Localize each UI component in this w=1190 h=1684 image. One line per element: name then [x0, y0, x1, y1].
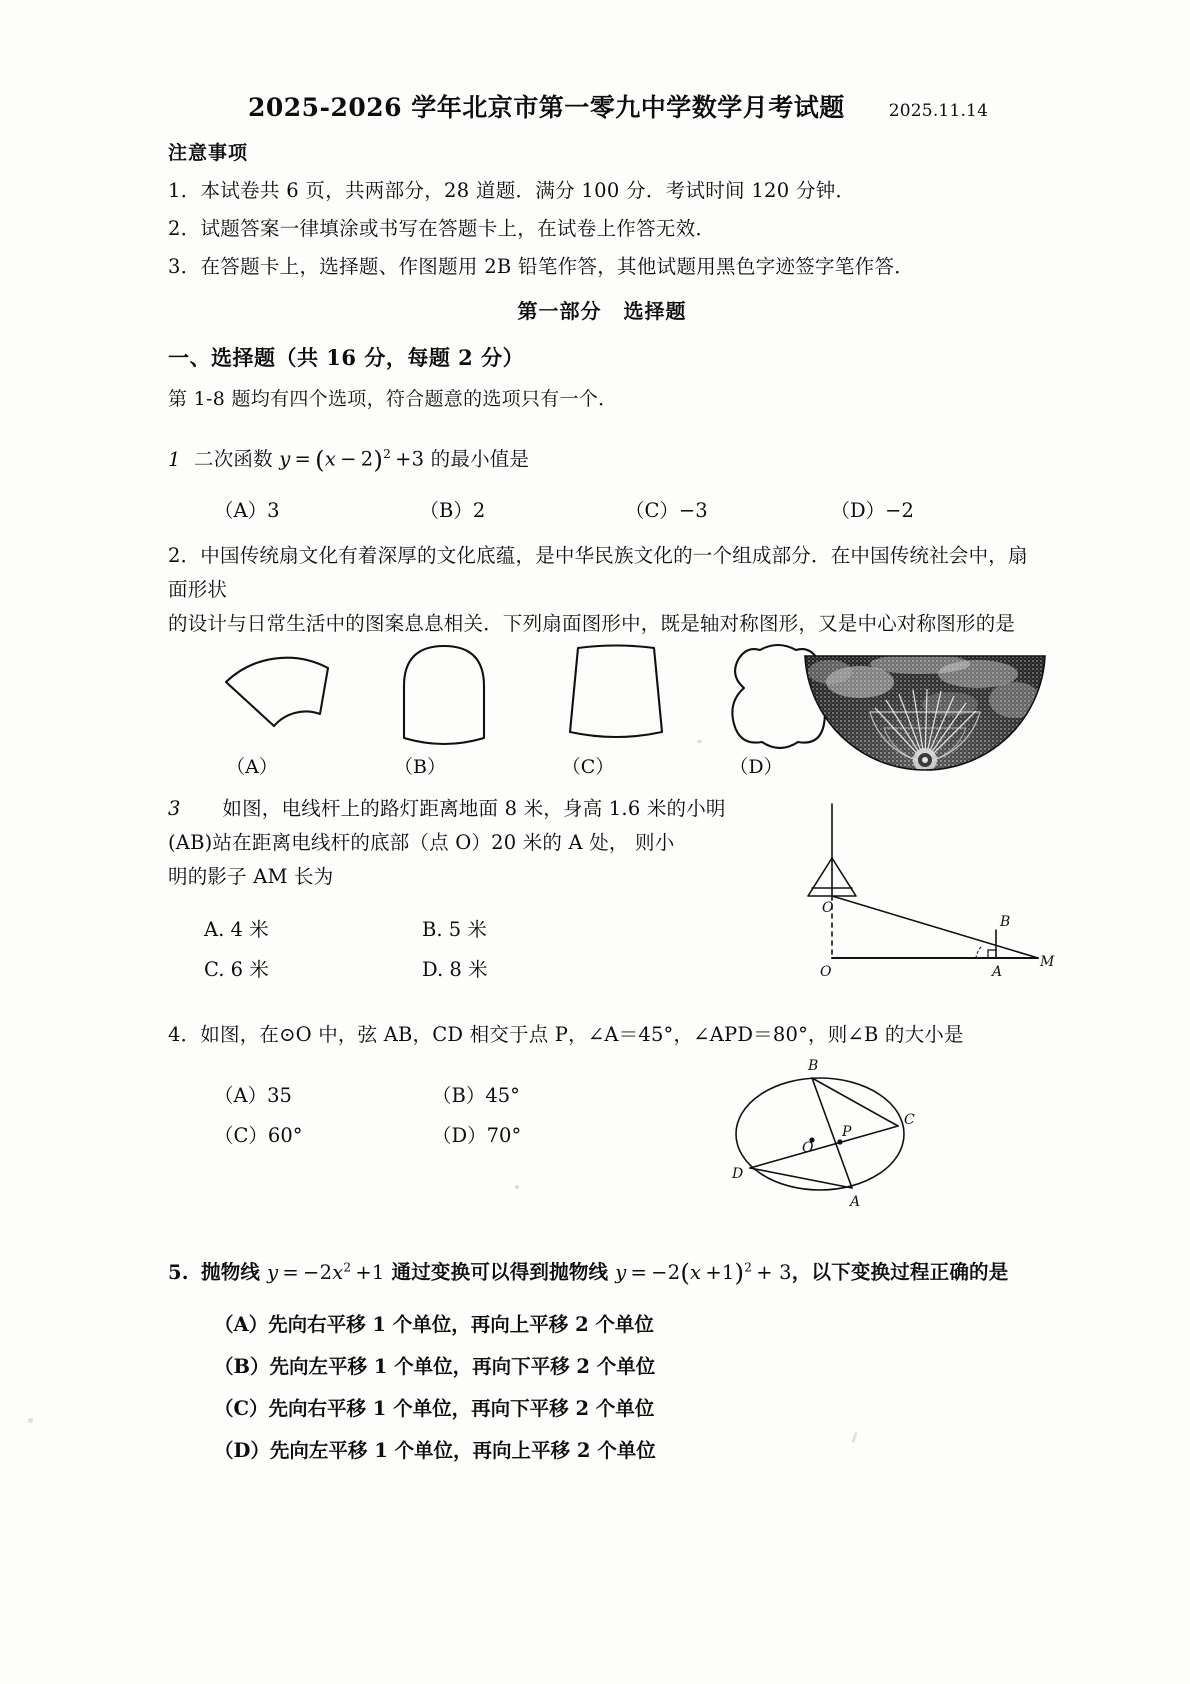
- section-heading: 一、选择题（共 16 分，每题 2 分）: [168, 345, 525, 370]
- exam-date: 2025.11.14: [888, 101, 989, 121]
- question-3-options: [168, 910, 788, 990]
- question-1-option-d[interactable]: （D）−2: [830, 498, 914, 522]
- notice-item-3: 3．在答题卡上，选择题、作图题用 2B 铅笔作答，其他试题用黑色字迹签字笔作答．: [168, 255, 915, 278]
- question-5: [168, 1250, 1048, 1472]
- q4-label-D: D: [732, 1166, 744, 1182]
- question-3-number: 3: [168, 797, 181, 820]
- question-1: [168, 437, 1036, 523]
- question-5-option-c[interactable]: （C）先向右平移 1 个单位，再向下平移 2 个单位: [214, 1396, 655, 1420]
- question-1-option-a[interactable]: （A）3: [214, 498, 280, 522]
- question-5-option-a[interactable]: （A）先向右平移 1 个单位，再向上平移 2 个单位: [214, 1312, 654, 1336]
- question-5-stem-b: 通过变换可以得到抛物线: [384, 1260, 616, 1284]
- question-2-line-2: 的设计与日常生活中的图案息息相关．下列扇面图形中，既是轴对称图形，又是中心对称图形的是: [168, 611, 1016, 635]
- question-4-option-c[interactable]: （C）60°: [214, 1124, 303, 1147]
- q4-label-C: C: [904, 1112, 915, 1128]
- question-1-stem-suffix: 的最小值是: [424, 447, 530, 471]
- question-1-number: 1: [168, 447, 181, 471]
- q4-label-O: O: [802, 1140, 814, 1156]
- question-5-option-d[interactable]: （D）先向左平移 1 个单位，再向上平移 2 个单位: [214, 1438, 656, 1462]
- question-3-option-a[interactable]: A. 4 米: [204, 918, 269, 941]
- title-row: [248, 88, 1036, 124]
- question-2-line-1: 2．中国传统扇文化有着深厚的文化底蕴，是中华民族文化的一个组成部分．在中国传统社会中，扇面形状: [168, 543, 1028, 601]
- question-4-option-a[interactable]: （A）35: [214, 1084, 292, 1107]
- page-title: 2025-2026 学年北京市第一零九中学数学月考试题: [248, 93, 845, 122]
- question-3-line-1: [168, 792, 788, 826]
- question-1-stem-prefix: 二次函数: [194, 447, 280, 471]
- question-1-option-b[interactable]: （B）2: [419, 498, 486, 522]
- q3-label-O-top: O: [822, 900, 834, 916]
- q4-label-B: B: [808, 1058, 819, 1074]
- q3-label-B: B: [1000, 914, 1011, 930]
- question-5-option-b[interactable]: （B）先向左平移 1 个单位，再向下平移 2 个单位: [214, 1354, 656, 1378]
- fan-label-d: （D）: [729, 756, 783, 778]
- question-2-figure-labels: [168, 752, 868, 779]
- section-subheading: 第 1-8 题均有四个选项，符合题意的选项只有一个．: [168, 388, 618, 410]
- question-5-options: [168, 1304, 1048, 1472]
- part-title: [168, 295, 1036, 324]
- question-4-option-b[interactable]: （B）45°: [432, 1084, 520, 1107]
- question-3: [168, 792, 788, 990]
- question-3-option-c[interactable]: C. 6 米: [204, 958, 269, 981]
- question-5-number: 5.: [168, 1260, 189, 1284]
- q3-label-A: A: [992, 964, 1003, 980]
- notice-item-1: 1．本试卷共 6 页，共两部分，28 道题．满分 100 分．考试时间 120 分钟．: [168, 179, 856, 202]
- question-3-line-2: (AB)站在距离电线杆的底部（点 O）20 米的 A 处， 则小: [168, 831, 675, 854]
- part-label: 第一部分: [517, 299, 602, 323]
- question-3-text-1: 如图，电线杆上的路灯距离地面 8 米，身高 1.6 米的小明: [222, 797, 726, 820]
- notice-heading: 注意事项: [168, 142, 249, 164]
- question-2-fan-figures: [168, 610, 868, 760]
- fan-photograph: [800, 612, 1050, 772]
- q3-label-O-bottom: O: [820, 964, 832, 980]
- question-5-stem-c: ，以下变换过程正确的是: [791, 1260, 1009, 1284]
- fan-label-b: （B）: [394, 756, 446, 778]
- question-3-option-d[interactable]: D. 8 米: [422, 958, 488, 981]
- question-4-line-1: 4．如图，在⊙O 中，弦 AB，CD 相交于点 P，∠A＝45°，∠APD＝80°，则∠B 的大小是: [168, 1023, 964, 1046]
- question-1-stem: 1 二次函数 $y = (x - 2)^2 +3$ 的最小值是: [168, 437, 1036, 477]
- question-1-options: [168, 495, 1036, 523]
- question-3-option-b[interactable]: B. 5 米: [422, 918, 487, 941]
- scan-speck: [28, 1418, 33, 1423]
- fan-label-a: （A）: [226, 756, 278, 778]
- question-3-figure: [800, 800, 1060, 990]
- q3-label-M: M: [1040, 954, 1055, 970]
- question-5-stem-a: 抛物线: [201, 1260, 268, 1284]
- question-4-option-d[interactable]: （D）70°: [432, 1124, 522, 1147]
- q4-label-P: P: [842, 1124, 852, 1140]
- document-body: [168, 88, 1036, 641]
- notice-item-2: 2．试题答案一律填涂或书写在答题卡上，在试卷上作答无效．: [168, 217, 716, 240]
- question-3-line-3: 明的影子 AM 长为: [168, 865, 334, 888]
- scan-speck: [515, 1185, 519, 1189]
- q4-label-A: A: [850, 1194, 861, 1210]
- fan-label-c: （C）: [561, 756, 615, 778]
- question-4-figure: [692, 1036, 962, 1216]
- question-1-option-c[interactable]: （C）−3: [625, 498, 708, 522]
- question-5-stem: 5. 抛物线 $y = -2x^2 +1$ 通过变换可以得到抛物线 $y = -2(x +1)^2 + 3$，以下变换过程正确的是: [168, 1250, 1048, 1290]
- part-name: 选择题: [623, 299, 687, 323]
